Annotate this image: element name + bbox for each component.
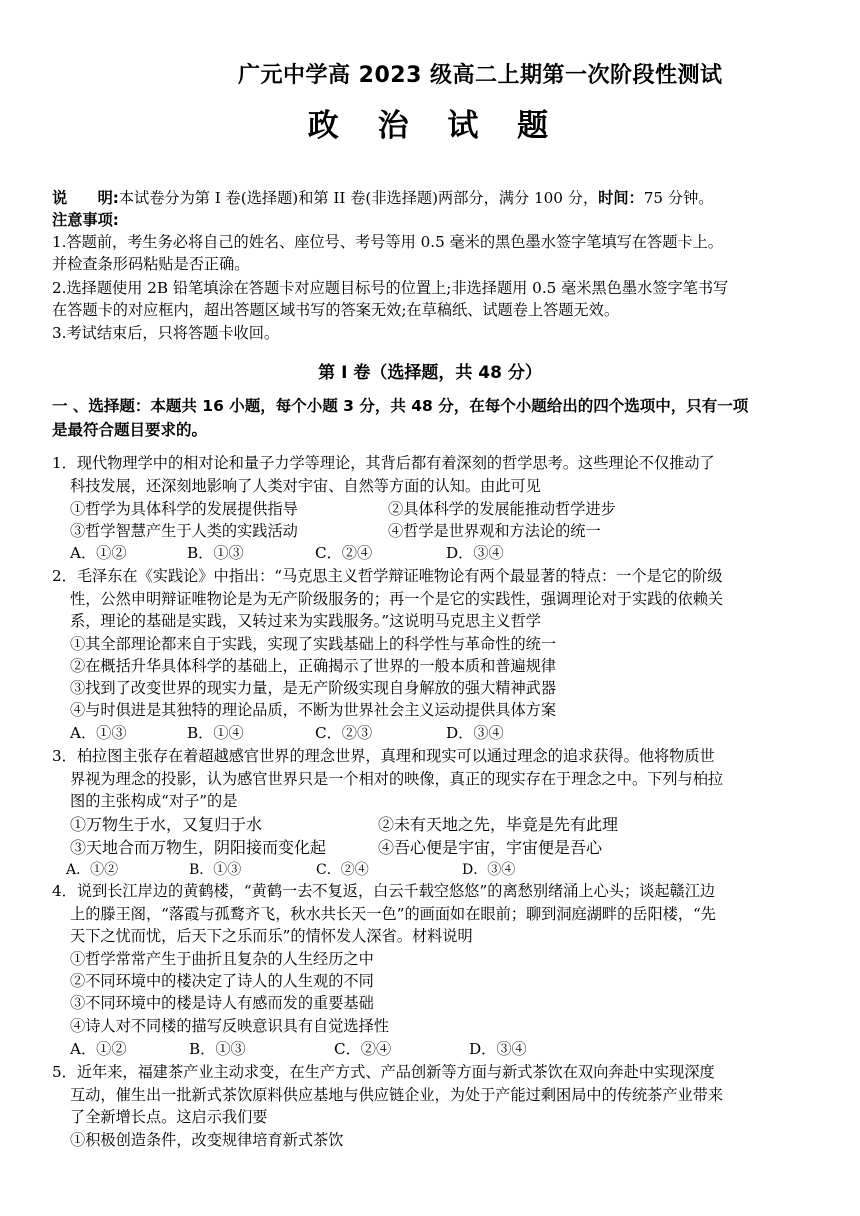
q1-option-b: B．①③ [187, 544, 244, 562]
note-3: 3.考试结束后，只将答题卡收回。 [52, 324, 280, 342]
question-3-stem: 3．柏拉图主张存在着超越感官世界的理念世界，真理和现实可以通过理念的追求获得。他将物质世 [52, 747, 715, 765]
q1-statement-1: ①哲学为具体科学的发展提供指导 [70, 500, 298, 518]
note-1a: 1.答题前，考生务必将自己的姓名、座位号、考号等用 0.5 毫米的黑色墨水签字笔填写在答题卡上。 [52, 233, 723, 251]
q4-statement-2: ②不同环境中的楼决定了诗人的人生观的不同 [70, 972, 374, 990]
q2-option-d: D．③④ [446, 724, 504, 742]
question-2-stem-cont-1: 性，公然申明辩证唯物论是为无产阶级服务的；再一个是它的实践性，强调理论对于实践的依赖关 [70, 590, 724, 608]
q4-option-d: D．③④ [469, 1040, 527, 1058]
notes-heading: 注意事项: [52, 211, 119, 229]
section-title: 第 I 卷（选择题，共 48 分） [318, 363, 542, 383]
q4-option-a: A．①② [70, 1040, 127, 1058]
q1-option-a: A．①② [70, 544, 127, 562]
note-1b: 并检查条形码粘贴是否正确。 [52, 255, 250, 273]
q4-option-b: B．①③ [189, 1040, 246, 1058]
q3-statement-1: ①万物生于水，又复归于水 [70, 815, 263, 834]
q3-option-c: C．②④ [316, 862, 369, 878]
q2-option-c: C．②③ [315, 724, 373, 742]
question-2-stem: 2．毛泽东在《实践论》中指出：“马克思主义哲学辩证唯物论有两个最显著的特点：一个是它的阶级 [52, 567, 723, 585]
q1-statement-3: ③哲学智慧产生于人类的实践活动 [70, 522, 298, 540]
question-3-stem-cont-2: 图的主张构成“对子”的是 [70, 792, 238, 810]
section-instructions-b: 是最符合题目要求的。 [52, 421, 208, 439]
shuoming-text: 本试卷分为第 I 卷(选择题)和第 II 卷(非选择题)两部分，满分 100 分， [118, 189, 599, 207]
q3-option-d: D．③④ [462, 862, 516, 878]
question-4-stem-cont-2: 天下之忧而忧，后天下之乐而乐”的情怀发人深省。材料说明 [70, 927, 473, 945]
subject-title: 政 治 试 题 [307, 108, 563, 144]
question-4-stem: 4．说到长江岸边的黄鹤楼，“黄鹤一去不复返，白云千载空悠悠”的离愁别绪涌上心头；谈起赣江边 [52, 882, 716, 900]
q2-statement-4: ④与时俱进是其独特的理论品质，不断为世界社会主义运动提供具体方案 [70, 701, 556, 719]
q3-statement-3: ③天地合而万物生，阴阳接而变化起 [70, 838, 327, 857]
q3-option-a: A．①② [66, 862, 119, 878]
question-5-stem-cont-1: 互动，催生出一批新式茶饮原料供应基地与供应链企业，为处于产能过剩困局中的传统茶产业带来 [70, 1086, 724, 1104]
q2-statement-3: ③找到了改变世界的现实力量，是无产阶级实现自身解放的强大精神武器 [70, 679, 556, 697]
q1-option-c: C．②④ [315, 544, 373, 562]
time-label: 时间： [598, 189, 644, 207]
q4-statement-3: ③不同环境中的楼是诗人有感而发的重要基础 [70, 994, 374, 1012]
q3-option-b: B．①③ [189, 862, 242, 878]
question-5-stem: 5．近年来，福建茶产业主动求变，在生产方式、产品创新等方面与新式茶饮在双向奔赴中实现深度 [52, 1063, 715, 1081]
q1-option-d: D．③④ [446, 544, 504, 562]
note-2a: 2.选择题使用 2B 铅笔填涂在答题卡对应题目标号的位置上;非选择题用 0.5 毫米黑色墨水签字笔书写 [52, 279, 729, 297]
instructions-line [52, 188, 713, 208]
q2-option-a: A．①③ [70, 724, 127, 742]
question-4-stem-cont-1: 上的滕王阁，“落霞与孤鹜齐飞，秋水共长天一色”的画面如在眼前；聊到洞庭湖畔的岳阳楼，“先 [70, 905, 716, 923]
q2-statement-2: ②在概括升华具体科学的基础上，正确揭示了世界的一般本质和普遍规律 [70, 657, 556, 675]
q4-statement-4: ④诗人对不同楼的描写反映意识具有自觉选择性 [70, 1017, 389, 1035]
q4-statement-1: ①哲学常常产生于曲折且复杂的人生经历之中 [70, 950, 374, 968]
section-instructions-a: 一 、选择题：本题共 16 小题，每个小题 3 分，共 48 分，在每个小题给出的四个选项中，只有一项 [52, 397, 749, 415]
question-3-stem-cont-1: 界视为理念的投影，认为感官世界只是一个相对的映像，真正的现实存在于理念之中。下列与柏拉 [70, 770, 724, 788]
question-5-stem-cont-2: 了全新增长点。这启示我们要 [70, 1108, 268, 1126]
shuoming-label: 说 明: [52, 189, 119, 207]
q1-statement-2: ②具体科学的发展能推动哲学进步 [388, 500, 616, 518]
note-2b: 在答题卡的对应框内，超出答题区域书写的答案无效;在草稿纸、试题卷上答题无效。 [52, 301, 620, 319]
q2-statement-1: ①其全部理论都来自于实践，实现了实践基础上的科学性与革命性的统一 [70, 635, 556, 653]
question-1-stem-cont: 科技发展，还深刻地影响了人类对宇宙、自然等方面的认知。由此可见 [70, 477, 541, 495]
q3-statement-2: ②未有天地之先，毕竟是先有此理 [378, 815, 619, 834]
question-1-stem: 1．现代物理学中的相对论和量子力学等理论，其背后都有着深刻的哲学思考。这些理论不仅推动了 [52, 454, 715, 472]
question-2-stem-cont-2: 系，理论的基础是实践，又转过来为实践服务。”这说明马克思主义哲学 [70, 612, 541, 630]
q1-statement-4: ④哲学是世界观和方法论的统一 [388, 522, 601, 540]
q3-statement-4: ④吾心便是宇宙，宇宙便是吾心 [378, 838, 603, 857]
q4-option-c: C．②④ [334, 1040, 392, 1058]
school-exam-title: 广元中学高 2023 级高二上期第一次阶段性测试 [238, 63, 723, 88]
q5-statement-1: ①积极创造条件，改变规律培育新式茶饮 [70, 1131, 344, 1149]
q2-option-b: B．①④ [187, 724, 244, 742]
time-value: 75 分钟。 [643, 189, 714, 207]
